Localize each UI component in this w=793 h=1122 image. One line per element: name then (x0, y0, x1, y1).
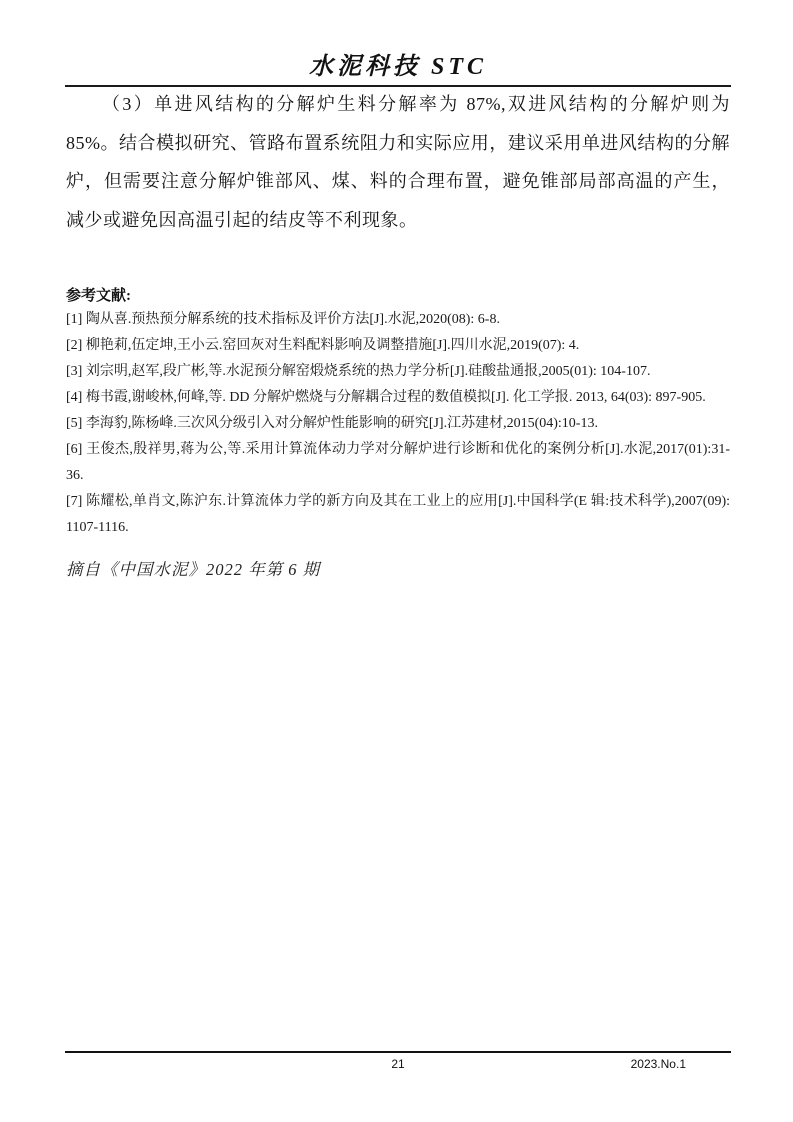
footer-rule (65, 1051, 731, 1053)
issue-number: 2023.No.1 (630, 1057, 686, 1071)
reference-item: [4] 梅书霞,谢峻林,何峰,等. DD 分解炉燃烧与分解耦合过程的数值模拟[J]. 化工学报. 2013, 64(03): 897-905. (66, 390, 706, 405)
reference-item: [5] 李海豹,陈杨峰.三次风分级引入对分解炉性能影响的研究[J].江苏建材,2015(04):10-13. (66, 416, 598, 431)
source-note: 摘自《中国水泥》2022 年第 6 期 (66, 560, 321, 579)
reference-item: [6] 王俊杰,殷祥男,蒋为公,等.采用计算流体动力学对分解炉进行诊断和优化的案例分析[J].水泥,2017(01):31-36. (66, 442, 730, 483)
references-heading: 参考文献: (66, 288, 131, 304)
reference-item: [1] 陶从喜.预热预分解系统的技术指标及评价方法[J].水泥,2020(08): 6-8. (66, 312, 500, 327)
conclusion-paragraph: （3）单进风结构的分解炉生料分解率为 87%,双进风结构的分解炉则为 85%。结合模拟研究、管路布置系统阻力和实际应用，建议采用单进风结构的分解炉，但需要注意分解炉锥部风、煤、料的合理布置，避免锥部局部高温的产生，减少或避免因高温引起的结皮等不利现象。 (66, 94, 730, 230)
reference-item: [3] 刘宗明,赵军,段广彬,等.水泥预分解窑煅烧系统的热力学分析[J].硅酸盐通报,2005(01): 104-107. (66, 364, 651, 379)
journal-title: 水泥科技 STC (308, 54, 487, 80)
page-number: 21 (391, 1057, 405, 1071)
reference-item: [7] 陈耀松,单肖文,陈沪东.计算流体力学的新方向及其在工业上的应用[J].中国科学(E 辑:技术科学),2007(09): 1107-1116. (66, 494, 730, 535)
reference-item: [2] 柳艳莉,伍定坤,王小云.窑回灰对生料配料影响及调整措施[J].四川水泥,2019(07): 4. (66, 338, 580, 353)
references-list (66, 307, 730, 541)
